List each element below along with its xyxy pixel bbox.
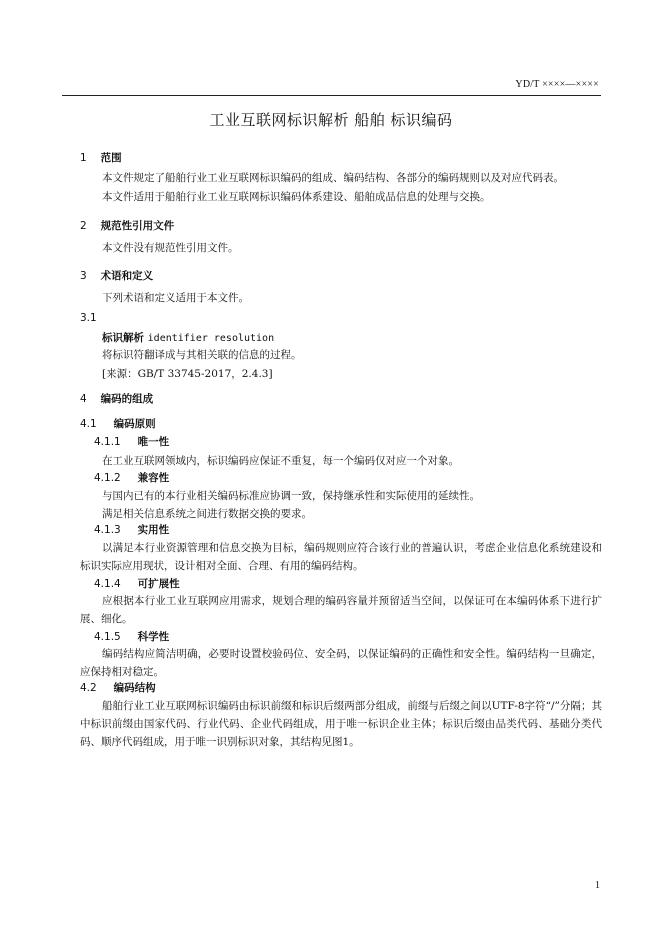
- paragraph: 船舶行业工业互联网标识编码由标识前缀和标识后缀两部分组成，前缀与后缀之间以UTF-8字符“/”分隔；其中标识前缀由国家代码、行业代码、企业代码组成，用于唯一标识企业主体；标识后缀由品类代码、基础分类代码、顺序代码组成，用于唯一识别标识对象，其结构见图1。: [80, 700, 602, 748]
- term-zh: 标识解析: [102, 332, 144, 344]
- section-title: 术语和定义: [100, 270, 154, 282]
- section-number: 2: [80, 220, 87, 232]
- clause-4-1-4-heading: [94, 576, 180, 591]
- paragraph: 应根据本行业工业互联网应用需求，规划合理的编码容量并预留适当空间，以保证可在本编码体系下进行扩展、细化。: [80, 595, 602, 625]
- subsection-number: 4.1: [80, 418, 97, 430]
- section-number: 4: [80, 393, 87, 405]
- paragraph: 满足相关信息系统之间进行数据交换的要求。: [102, 508, 312, 520]
- subsection-title: 编码结构: [113, 682, 156, 694]
- paragraph: 在工业互联网领域内，标识编码应保证不重复，每一个编码仅对应一个对象。: [102, 455, 459, 467]
- clause-4-1-5-heading: [94, 629, 169, 644]
- section-3-heading: [80, 268, 153, 283]
- clause-number: 4.1.1: [94, 436, 121, 448]
- page-number: 1: [595, 880, 600, 891]
- header-rule: [62, 95, 601, 96]
- clause-number: 4.1.3: [94, 524, 121, 536]
- subsection-number: 4.2: [80, 682, 97, 694]
- paragraph: 本文件规定了船舶行业工业互联网标识编码的组成、编码结构、各部分的编码规则以及对应代码表。: [102, 172, 564, 184]
- clause-4-1-3-heading: [94, 522, 169, 537]
- clause-title: 实用性: [137, 524, 170, 536]
- clause-number: 4.1.4: [94, 578, 121, 590]
- document-code: YD/T ××××—××××: [515, 79, 599, 90]
- section-number: 3: [80, 270, 87, 282]
- section-2-heading: [80, 218, 174, 233]
- clause-title: 科学性: [137, 631, 170, 643]
- term-number: 3.1: [80, 312, 97, 324]
- section-1-heading: [80, 150, 122, 165]
- subsection-4-1-heading: [80, 416, 156, 431]
- subsection-title: 编码原则: [113, 418, 156, 430]
- section-number: 1: [80, 152, 87, 164]
- clause-4-1-2-heading: [94, 470, 169, 485]
- section-title: 规范性引用文件: [100, 220, 175, 232]
- document-title: 工业互联网标识解析 船舶 标识编码: [209, 111, 453, 129]
- subsection-4-2-heading: [80, 680, 156, 695]
- clause-4-1-1-heading: [94, 434, 169, 449]
- clause-title: 唯一性: [137, 436, 170, 448]
- term-heading: [102, 330, 274, 345]
- paragraph: 编码结构应简洁明确，必要时设置校验码位、安全码，以保证编码的正确性和安全性。编码结构一旦确定，应保持相对稳定。: [80, 648, 602, 678]
- paragraph: 下列术语和定义适用于本文件。: [102, 292, 249, 304]
- clause-number: 4.1.2: [94, 472, 121, 484]
- clause-title: 可扩展性: [137, 578, 180, 590]
- section-title: 编码的组成: [100, 393, 154, 405]
- section-4-heading: [80, 391, 153, 406]
- clause-title: 兼容性: [137, 472, 170, 484]
- term-source: [来源：GB/T 33745-2017，2.4.3]: [102, 368, 273, 380]
- paragraph: 以满足本行业资源管理和信息交换为目标，编码规则应符合该行业的普遍认识，考虑企业信息化系统建设和标识实际应用现状，设计相对全面、合理、有用的编码结构。: [80, 542, 602, 572]
- paragraph: 本文件适用于船舶行业工业互联网标识编码体系建设、船舶成品信息的处理与交换。: [102, 191, 491, 203]
- clause-number: 4.1.5: [94, 631, 121, 643]
- term-definition: 将标识符翻译成与其相关联的信息的过程。: [102, 349, 302, 361]
- section-title: 范围: [100, 152, 122, 164]
- paragraph: 与国内已有的本行业相关编码标准应协调一致，保持继承性和实际使用的延续性。: [102, 490, 480, 502]
- paragraph: 本文件没有规范性引用文件。: [102, 242, 239, 254]
- term-en: identifier resolution: [147, 333, 275, 344]
